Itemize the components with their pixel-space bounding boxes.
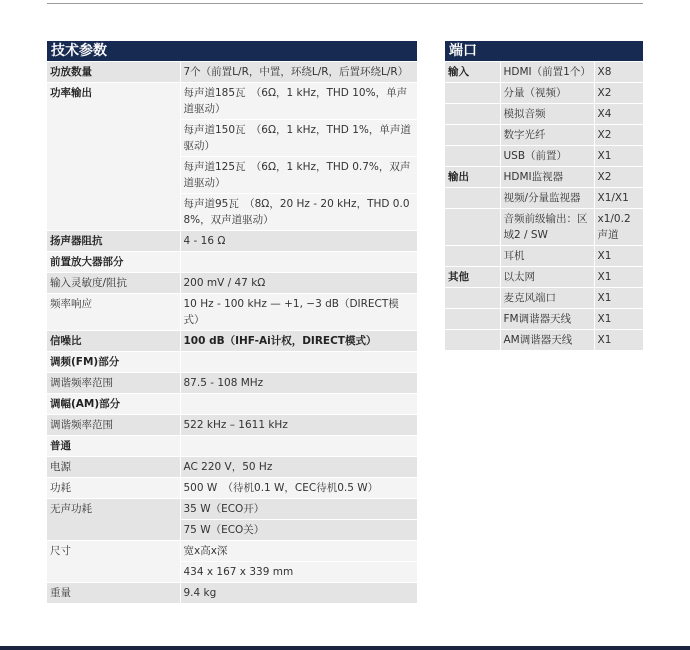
spec-label: 调谐频率范围	[47, 373, 180, 394]
port-name: AM调谐器天线	[500, 330, 594, 351]
spec-value: 9.4 kg	[180, 583, 417, 604]
spec-label: 频率响应	[47, 294, 180, 331]
port-group-spacer	[445, 83, 500, 104]
top-rule	[47, 3, 643, 4]
bottom-bar	[0, 646, 690, 650]
port-name: 分量（视频）	[500, 83, 594, 104]
spec-row	[47, 415, 417, 436]
port-group-spacer	[445, 188, 500, 209]
spec-label: 信噪比	[47, 331, 180, 352]
port-name: USB（前置）	[500, 146, 594, 167]
spec-row	[47, 62, 417, 83]
port-row	[445, 330, 643, 351]
port-row	[445, 246, 643, 267]
spec-row	[47, 436, 417, 457]
port-count: X2	[594, 167, 643, 188]
specs-table	[47, 62, 418, 604]
port-group-spacer	[445, 309, 500, 330]
spec-row	[47, 273, 417, 294]
spec-value: 每声道150瓦 （6Ω，1 kHz，THD 1%，单声道驱动）	[180, 120, 417, 157]
spec-label: 功耗	[47, 478, 180, 499]
port-row	[445, 125, 643, 146]
port-name: 麦克风端口	[500, 288, 594, 309]
spec-row	[47, 478, 417, 499]
spec-label: 扬声器阻抗	[47, 231, 180, 252]
ports-title: 端口	[445, 41, 643, 62]
spec-row	[47, 83, 417, 120]
port-name: 模拟音频	[500, 104, 594, 125]
port-group-label: 其他	[445, 267, 500, 288]
port-group-spacer	[445, 288, 500, 309]
port-count: X2	[594, 125, 643, 146]
port-row	[445, 104, 643, 125]
spec-row	[47, 583, 417, 604]
spec-value	[180, 436, 417, 457]
port-group-spacer	[445, 125, 500, 146]
port-group-spacer	[445, 246, 500, 267]
spec-row	[47, 457, 417, 478]
port-name: FM调谐器天线	[500, 309, 594, 330]
port-name: 耳机	[500, 246, 594, 267]
port-count: x1/0.2声道	[594, 209, 643, 246]
spec-label: 重量	[47, 583, 180, 604]
port-row	[445, 267, 643, 288]
spec-value: 每声道185瓦 （6Ω，1 kHz，THD 10%，单声道驱动）	[180, 83, 417, 120]
spec-row	[47, 252, 417, 273]
port-row	[445, 146, 643, 167]
port-name: 以太网	[500, 267, 594, 288]
port-name: HDMI（前置1个）	[500, 62, 594, 83]
spec-label: 无声功耗	[47, 499, 180, 541]
port-row	[445, 83, 643, 104]
port-count: X1	[594, 288, 643, 309]
spec-value: 500 W （待机0.1 W，CEC待机0.5 W）	[180, 478, 417, 499]
port-group-label: 输入	[445, 62, 500, 83]
port-row	[445, 288, 643, 309]
spec-value: 7个（前置L/R，中置，环绕L/R，后置环绕L/R）	[180, 62, 417, 83]
spec-row	[47, 394, 417, 415]
spec-label: 普通	[47, 436, 180, 457]
spec-value: 75 W（ECO关）	[180, 520, 417, 541]
port-row	[445, 167, 643, 188]
port-count: X8	[594, 62, 643, 83]
port-name: 音频前级输出：区域2 / SW	[500, 209, 594, 246]
port-row	[445, 309, 643, 330]
port-row	[445, 62, 643, 83]
port-group-label: 输出	[445, 167, 500, 188]
spec-value: 100 dB（IHF-Ai计权，DIRECT模式）	[180, 331, 417, 352]
port-count: X1	[594, 330, 643, 351]
port-name: 数字光纤	[500, 125, 594, 146]
spec-label: 输入灵敏度/阻抗	[47, 273, 180, 294]
spec-label: 功率输出	[47, 83, 180, 231]
spec-value: 10 Hz - 100 kHz — +1, −3 dB（DIRECT模式）	[180, 294, 417, 331]
spec-label: 前置放大器部分	[47, 252, 180, 273]
port-count: X1/X1	[594, 188, 643, 209]
spec-value: 每声道125瓦 （6Ω，1 kHz，THD 0.7%，双声道驱动）	[180, 157, 417, 194]
spec-label: 调幅(AM)部分	[47, 394, 180, 415]
spec-value: 200 mV / 47 kΩ	[180, 273, 417, 294]
spec-label: 电源	[47, 457, 180, 478]
port-group-spacer	[445, 146, 500, 167]
port-name: 视频/分量监视器	[500, 188, 594, 209]
spec-value: 每声道95瓦 （8Ω，20 Hz - 20 kHz，THD 0.08%，双声道驱动）	[180, 194, 417, 231]
spec-label: 尺寸	[47, 541, 180, 583]
ports-panel	[445, 41, 643, 351]
spec-row	[47, 499, 417, 520]
spec-value: 522 kHz – 1611 kHz	[180, 415, 417, 436]
port-row	[445, 188, 643, 209]
spec-label: 调频(FM)部分	[47, 352, 180, 373]
port-count: X1	[594, 309, 643, 330]
ports-table	[445, 62, 644, 351]
port-name: HDMI监视器	[500, 167, 594, 188]
spec-row	[47, 294, 417, 331]
specs-title: 技术参数	[47, 41, 417, 62]
spec-value	[180, 252, 417, 273]
spec-label: 调谐频率范围	[47, 415, 180, 436]
spec-value: 宽x高x深	[180, 541, 417, 562]
spec-row	[47, 231, 417, 252]
spec-label: 功放数量	[47, 62, 180, 83]
port-count: X1	[594, 246, 643, 267]
port-group-spacer	[445, 209, 500, 246]
port-count: X4	[594, 104, 643, 125]
port-group-spacer	[445, 330, 500, 351]
specs-panel	[47, 41, 417, 604]
spec-value: 434 x 167 x 339 mm	[180, 562, 417, 583]
spec-value: 87.5 - 108 MHz	[180, 373, 417, 394]
spec-row	[47, 373, 417, 394]
port-row	[445, 209, 643, 246]
spec-row	[47, 331, 417, 352]
port-count: X1	[594, 146, 643, 167]
spec-value	[180, 352, 417, 373]
spec-row	[47, 541, 417, 562]
spec-row	[47, 352, 417, 373]
port-count: X1	[594, 267, 643, 288]
port-count: X2	[594, 83, 643, 104]
port-group-spacer	[445, 104, 500, 125]
spec-value: 4 - 16 Ω	[180, 231, 417, 252]
spec-value: AC 220 V，50 Hz	[180, 457, 417, 478]
spec-value: 35 W（ECO开）	[180, 499, 417, 520]
spec-value	[180, 394, 417, 415]
